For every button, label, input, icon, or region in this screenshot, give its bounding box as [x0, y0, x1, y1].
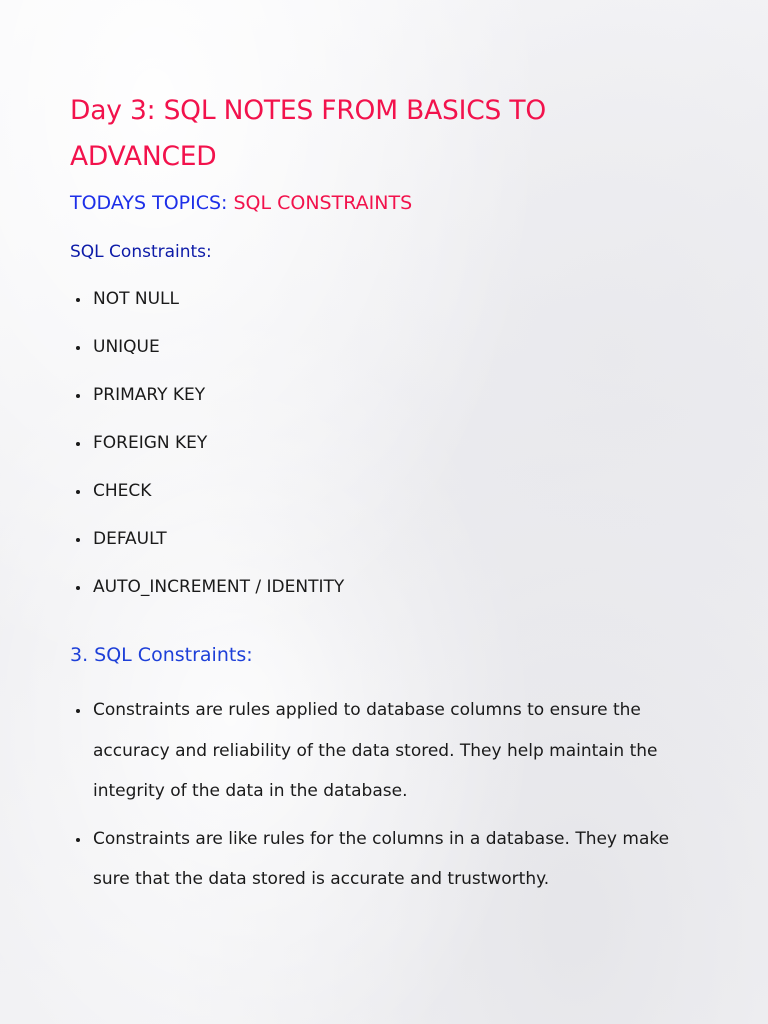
constraints-list — [70, 284, 344, 620]
page-title: Day 3: SQL NOTES FROM BASICS TO ADVANCED — [70, 95, 547, 172]
list-item: NOT NULL — [70, 284, 344, 332]
list-item: PRIMARY KEY — [70, 380, 344, 428]
topics-value: SQL CONSTRAINTS — [233, 192, 413, 214]
explanation-list — [70, 690, 710, 907]
document-page — [70, 0, 720, 1024]
list-item: CHECK — [70, 476, 344, 524]
list-item: UNIQUE — [70, 332, 344, 380]
explanation-paragraph: Constraints are like rules for the columns in a database. They make sure that the data stored is accurate and trustworthy. — [70, 819, 710, 900]
list-item: AUTO_INCREMENT / IDENTITY — [70, 572, 344, 620]
list-item: DEFAULT — [70, 524, 344, 572]
constraints-subheading: SQL Constraints: — [70, 242, 212, 262]
topics-label: TODAYS TOPICS: — [70, 192, 228, 214]
section-heading: 3. SQL Constraints: — [70, 644, 253, 666]
todays-topics-line — [70, 188, 412, 218]
list-item: FOREIGN KEY — [70, 428, 344, 476]
explanation-paragraph: Constraints are rules applied to database columns to ensure the accuracy and reliability of the data stored. They help maintain the integrity of the data in the database. — [70, 690, 710, 812]
